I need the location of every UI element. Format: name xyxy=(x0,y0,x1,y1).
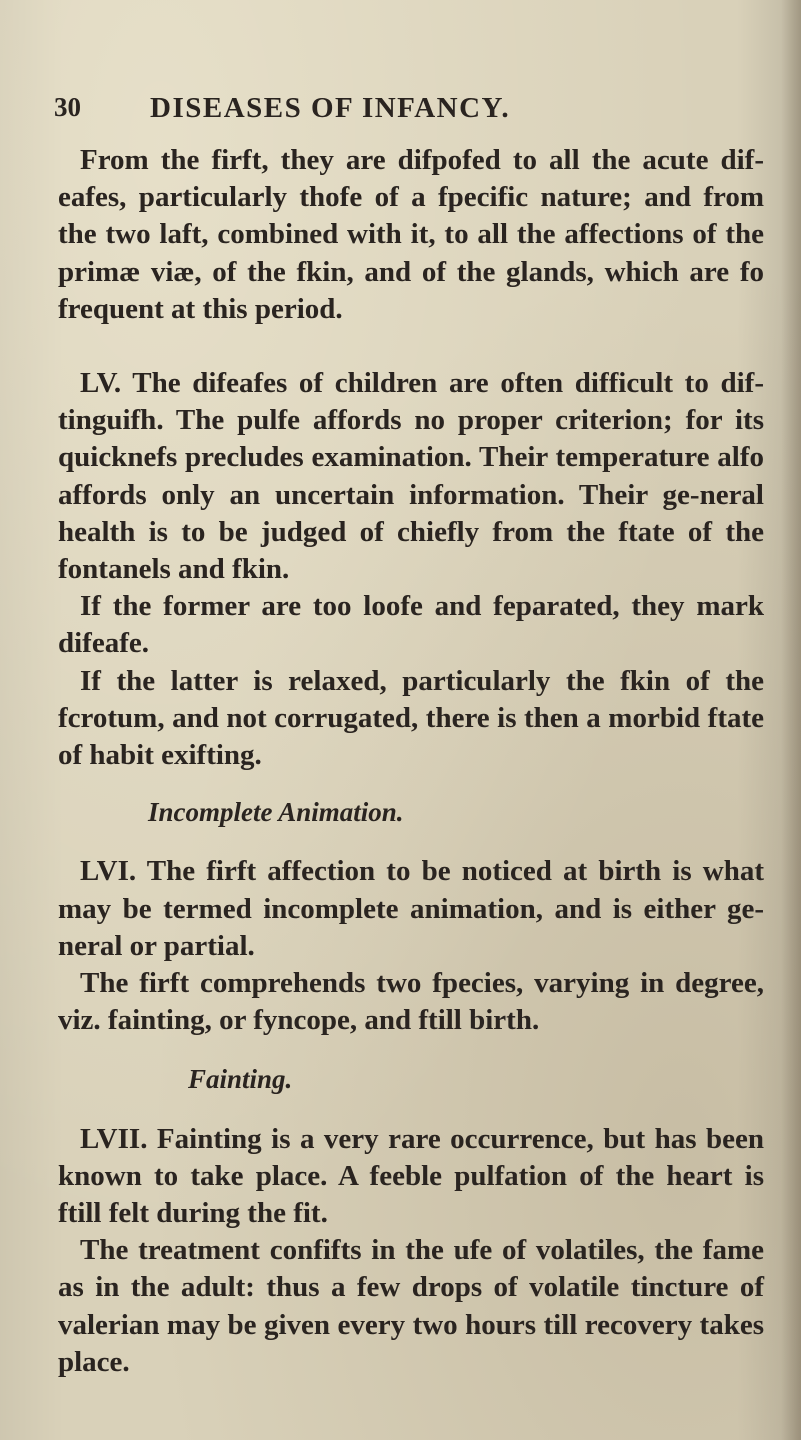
page-number: 30 xyxy=(54,92,81,122)
section-55 xyxy=(58,365,764,588)
page-header xyxy=(0,92,801,132)
running-head: DISEASES OF INFANCY. xyxy=(150,92,511,124)
spacer xyxy=(58,831,764,853)
section-number: LVII. xyxy=(80,1122,148,1155)
paragraph-first: The firft comprehends two fpecies, varying in degree, viz. fainting, or fyncope, and ftill birth. xyxy=(58,967,764,1037)
section-number: LVI. xyxy=(80,855,137,888)
spacer xyxy=(58,328,764,365)
spacer xyxy=(58,1039,764,1061)
paragraph-treatment: The treatment confifts in the ufe of volatiles, the fame as in the adult: thus a few drops of volatile tincture of valerian may be given every two hours till recovery takes place. xyxy=(58,1234,764,1378)
section-text: Fainting is a very rare occurrence, but has been known to take place. A feeble pulfation of the heart is ftill felt during the fit. xyxy=(58,1122,764,1230)
subheading-fainting: Fainting. xyxy=(188,1064,293,1095)
section-text: The difeafes of children are often difficult to dif-tinguifh. The pulfe affords no proper criterion; for its quicknefs precludes examination. Their temperature alfo affords only an uncertain information. Their ge-neral health is to be judged of chiefly from the ftate of the fontanels and fkin. xyxy=(58,367,764,586)
paragraph-intro: From the firft, they are difpofed to all the acute dif-eafes, particularly thofe of a fpecific nature; and from the two laft, combined with it, to all the affections of the primæ viæ, of the fkin, and of the glands, which are fo frequent at this period. xyxy=(58,144,764,325)
spacer xyxy=(58,774,764,794)
paragraph-latter: If the latter is relaxed, particularly the fkin of the fcrotum, and not corrugated, there is then a morbid ftate of habit exifting. xyxy=(58,664,764,772)
subheading-incomplete-animation: Incomplete Animation. xyxy=(148,797,404,828)
section-56 xyxy=(58,853,764,965)
spacer xyxy=(58,1099,764,1121)
page-edge-shadow xyxy=(781,0,801,1440)
section-text: The firft affection to be noticed at birth is what may be termed incomplete animation, and is either ge-neral or partial. xyxy=(58,855,764,962)
section-57 xyxy=(58,1121,764,1233)
page-body xyxy=(58,142,764,1381)
paragraph-former: If the former are too loofe and feparated, they mark difeafe. xyxy=(58,590,764,660)
section-number: LV. xyxy=(80,367,122,400)
